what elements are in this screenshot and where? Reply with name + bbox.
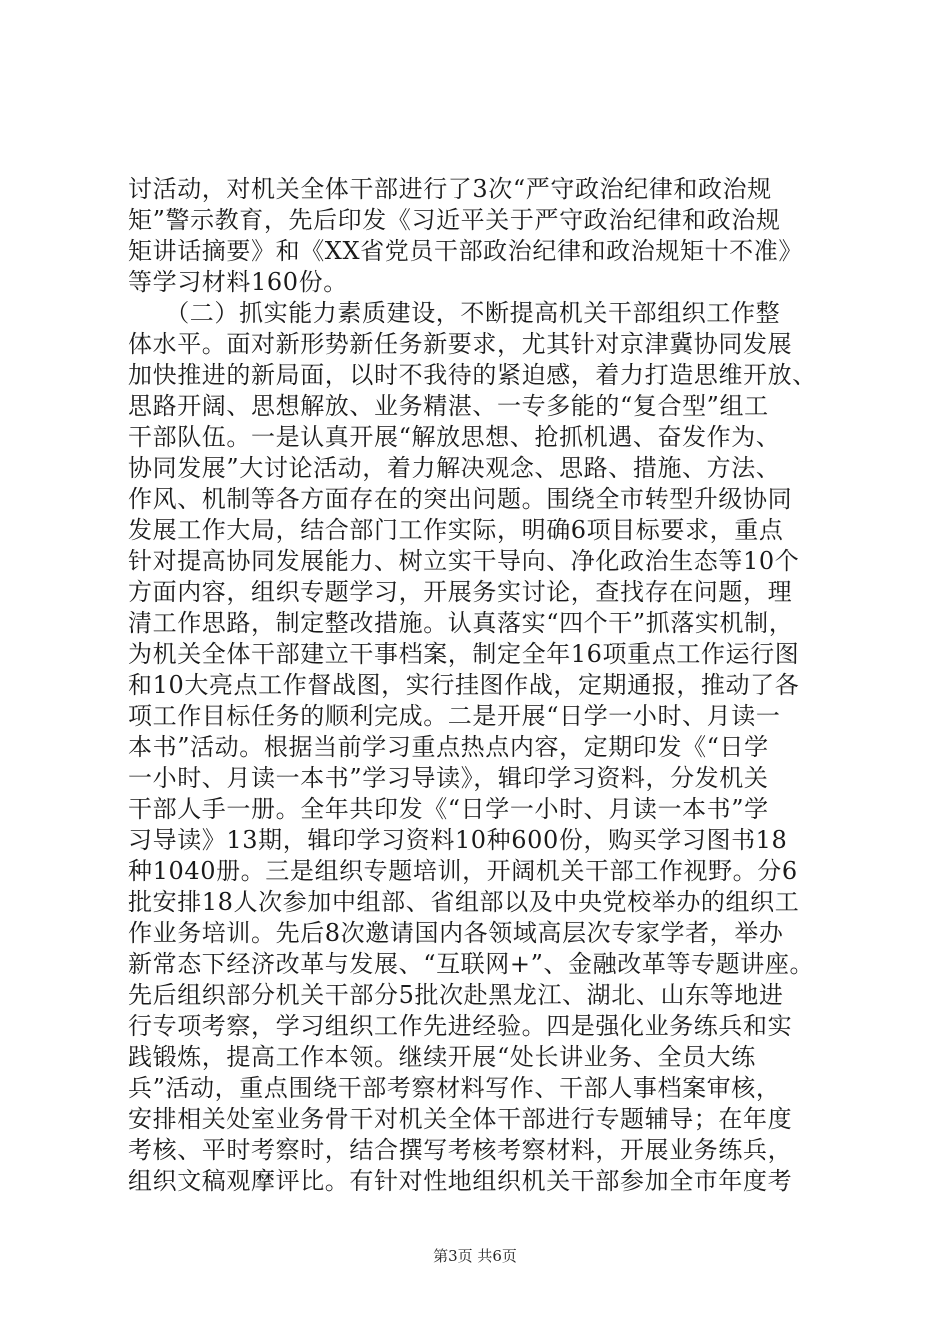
text-line: （二）抓实能力素质建设，不断提高机关干部组织工作整 (128, 299, 781, 327)
text-line: 本书”活动。根据当前学习重点热点内容，定期印发《“日学 (128, 733, 769, 761)
text-line: 发展工作大局，结合部门工作实际，明确6项目标要求，重点 (128, 516, 784, 544)
text-line: 行专项考察，学习组织工作先进经验。四是强化业务练兵和实 (128, 1012, 793, 1040)
text-line: 和10大亮点工作督战图，实行挂图作战，定期通报，推动了各 (128, 671, 800, 699)
text-line: 项工作目标任务的顺利完成。二是开展“日学一小时、月读一 (128, 702, 781, 730)
text-line: 思路开阔、思想解放、业务精湛、一专多能的“复合型”组工 (128, 392, 769, 420)
text-line: 习导读》13期，辑印学习资料10种600份，购买学习图书18 (128, 826, 788, 854)
text-line: 为机关全体干部建立干事档案，制定全年16项重点工作运行图 (128, 640, 800, 668)
text-line: 考核、平时考察时，结合撰写考核考察材料，开展业务练兵， (128, 1136, 793, 1164)
text-line: 安排相关处室业务骨干对机关全体干部进行专题辅导；在年度 (128, 1105, 793, 1133)
text-line: 针对提高协同发展能力、树立实干导向、净化政治生态等10个 (128, 547, 800, 575)
text-line: 批安排18人次参加中组部、省组部以及中央党校举办的组织工 (128, 888, 800, 916)
text-line: 组织文稿观摩评比。有针对性地组织机关干部参加全市年度考 (128, 1167, 793, 1195)
text-line: 干部队伍。一是认真开展“解放思想、抢抓机遇、奋发作为、 (128, 423, 781, 451)
text-line: 种1040册。三是组织专题培训，开阔机关干部工作视野。分6 (128, 857, 798, 885)
text-line: 清工作思路，制定整改措施。认真落实“四个干”抓落实机制， (128, 609, 794, 637)
text-line: 矩”警示教育，先后印发《习近平关于严守政治纪律和政治规 (128, 206, 781, 234)
text-line: 加快推进的新局面，以时不我待的紧迫感，着力打造思维开放、 (128, 361, 817, 389)
text-line: 新常态下经济改革与发展、“互联网+”、金融改革等专题讲座。 (128, 950, 815, 978)
text-line: 讨活动，对机关全体干部进行了3次“严守政治纪律和政治规 (128, 175, 772, 203)
text-line: 协同发展”大讨论活动，着力解决观念、思路、措施、方法、 (128, 454, 781, 482)
text-line: 先后组织部分机关干部分5批次赴黑龙江、湖北、山东等地进 (128, 981, 784, 1009)
body-text (128, 174, 828, 1197)
text-line: 作业务培训。先后8次邀请国内各领域高层次专家学者，举办 (128, 919, 784, 947)
text-line: 矩讲话摘要》和《XX省党员干部政治纪律和政治规矩十不准》 (128, 237, 803, 265)
text-line: 干部人手一册。全年共印发《“日学一小时、月读一本书”学 (128, 795, 769, 823)
text-line: 践锻炼，提高工作本领。继续开展“处长讲业务、全员大练 (128, 1043, 756, 1071)
page-footer: 第3页 共6页 (433, 1247, 517, 1265)
text-line: 等学习材料160份。 (128, 268, 348, 296)
text-line: 作风、机制等各方面存在的突出问题。围绕全市转型升级协同 (128, 485, 793, 513)
text-line: 方面内容，组织专题学习，开展务实讨论，查找存在问题，理 (128, 578, 793, 606)
text-line: 一小时、月读一本书”学习导读》，辑印学习资料，分发机关 (128, 764, 769, 792)
text-line: 体水平。面对新形势新任务新要求，尤其针对京津冀协同发展 (128, 330, 793, 358)
text-line: 兵”活动，重点围绕干部考察材料写作、干部人事档案审核， (128, 1074, 781, 1102)
